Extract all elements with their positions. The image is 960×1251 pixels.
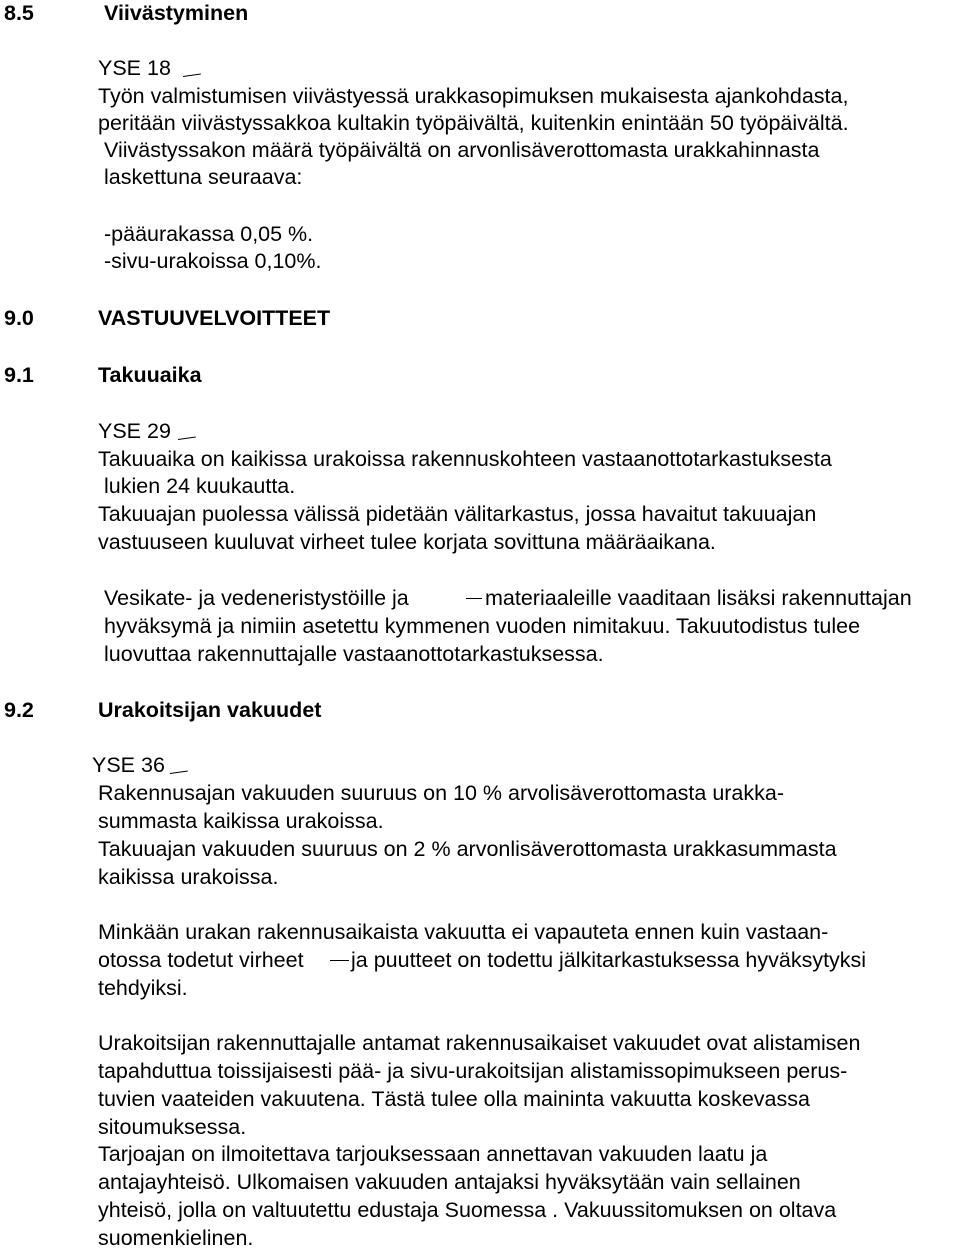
body-text-line: sitoumuksessa. bbox=[98, 1115, 247, 1139]
section-title-9-1: Takuuaika bbox=[98, 363, 202, 387]
section-title-8-5: Viivästyminen bbox=[104, 1, 249, 25]
body-text-line: suomenkielinen. bbox=[98, 1226, 254, 1250]
body-text-line: Viivästyssakon määrä työpäivältä on arvonlisäverottomasta urakkahinnasta bbox=[104, 138, 820, 162]
body-text-segment: Vesikate- ja vedeneristystöille ja bbox=[104, 586, 409, 610]
body-text-line: tehdyiksi. bbox=[98, 976, 188, 1000]
yse-reference: YSE 18 bbox=[98, 56, 171, 80]
underline-mark bbox=[178, 436, 196, 439]
rate-line: -sivu-urakoissa 0,10%. bbox=[104, 249, 322, 273]
dash-line bbox=[330, 960, 349, 961]
body-text-segment: ja puutteet on todettu jälkitarkastuksessa hyväksytyksi bbox=[351, 948, 867, 972]
body-text-line: hyväksymä ja nimiin asetettu kymmenen vuoden nimitakuu. Takuutodistus tulee bbox=[104, 614, 861, 638]
section-number-9-2: 9.2 bbox=[4, 698, 34, 722]
body-text-segment: materiaaleille vaaditaan lisäksi rakennuttajan bbox=[485, 586, 912, 610]
section-title-9-0: VASTUUVELVOITTEET bbox=[98, 306, 331, 330]
body-text-segment: otossa todetut virheet bbox=[98, 948, 304, 972]
body-text-line: summasta kaikissa urakoissa. bbox=[98, 809, 384, 833]
section-number-8-5: 8.5 bbox=[4, 1, 34, 25]
body-text-line: Urakoitsijan rakennuttajalle antamat rakennusaikaiset vakuudet ovat alistamisen bbox=[98, 1031, 861, 1055]
dash-line bbox=[466, 598, 482, 599]
underline-mark bbox=[183, 73, 201, 76]
body-text-line: Rakennusajan vakuuden suuruus on 10 % arvolisäverottomasta urakka- bbox=[98, 781, 785, 805]
yse-reference: YSE 36 bbox=[92, 753, 165, 777]
body-text-line: luovuttaa rakennuttajalle vastaanottotarkastuksessa. bbox=[104, 642, 604, 666]
body-text-line: kaikissa urakoissa. bbox=[98, 865, 279, 889]
body-text-line: Takuuaika on kaikissa urakoissa rakennuskohteen vastaanottotarkastuksesta bbox=[98, 447, 832, 471]
body-text-line: Työn valmistumisen viivästyessä urakkasopimuksen mukaisesta ajankohdasta, bbox=[98, 84, 849, 108]
yse-reference: YSE 29 bbox=[98, 419, 171, 443]
body-text-line: laskettuna seuraava: bbox=[104, 165, 303, 189]
body-text-line: Tarjoajan on ilmoitettava tarjouksessaan annettavan vakuuden laatu ja bbox=[98, 1142, 768, 1166]
rate-line: -pääurakassa 0,05 %. bbox=[104, 222, 314, 246]
body-text-line: antajayhteisö. Ulkomaisen vakuuden antajaksi hyväksytään vain sellainen bbox=[98, 1170, 801, 1194]
body-text-line: peritään viivästyssakkoa kultakin työpäivältä, kuitenkin enintään 50 työpäivältä. bbox=[98, 111, 849, 135]
body-text-line: vastuuseen kuuluvat virheet tulee korjata sovittuna määräaikana. bbox=[98, 530, 716, 554]
body-text-line: tuvien vaateiden vakuutena. Tästä tulee olla maininta vakuutta koskevassa bbox=[98, 1087, 810, 1111]
section-number-9-1: 9.1 bbox=[4, 363, 34, 387]
body-text-line: Takuuajan vakuuden suuruus on 2 % arvonlisäverottomasta urakkasummasta bbox=[98, 837, 837, 861]
body-text-line: lukien 24 kuukautta. bbox=[104, 474, 296, 498]
underline-mark bbox=[170, 770, 188, 773]
body-text-line: tapahduttua toissijaisesti pää- ja sivu-urakoitsijan alistamissopimukseen perus- bbox=[98, 1059, 848, 1083]
section-number-9-0: 9.0 bbox=[4, 306, 34, 330]
body-text-line: Minkään urakan rakennusaikaista vakuutta ei vapauteta ennen kuin vastaan- bbox=[98, 920, 829, 944]
body-text-line: Takuuajan puolessa välissä pidetään välitarkastus, jossa havaitut takuuajan bbox=[98, 502, 817, 526]
section-title-9-2: Urakoitsijan vakuudet bbox=[98, 698, 322, 722]
body-text-line: yhteisö, jolla on valtuutettu edustaja Suomessa . Vakuussitomuksen on oltava bbox=[98, 1198, 837, 1222]
